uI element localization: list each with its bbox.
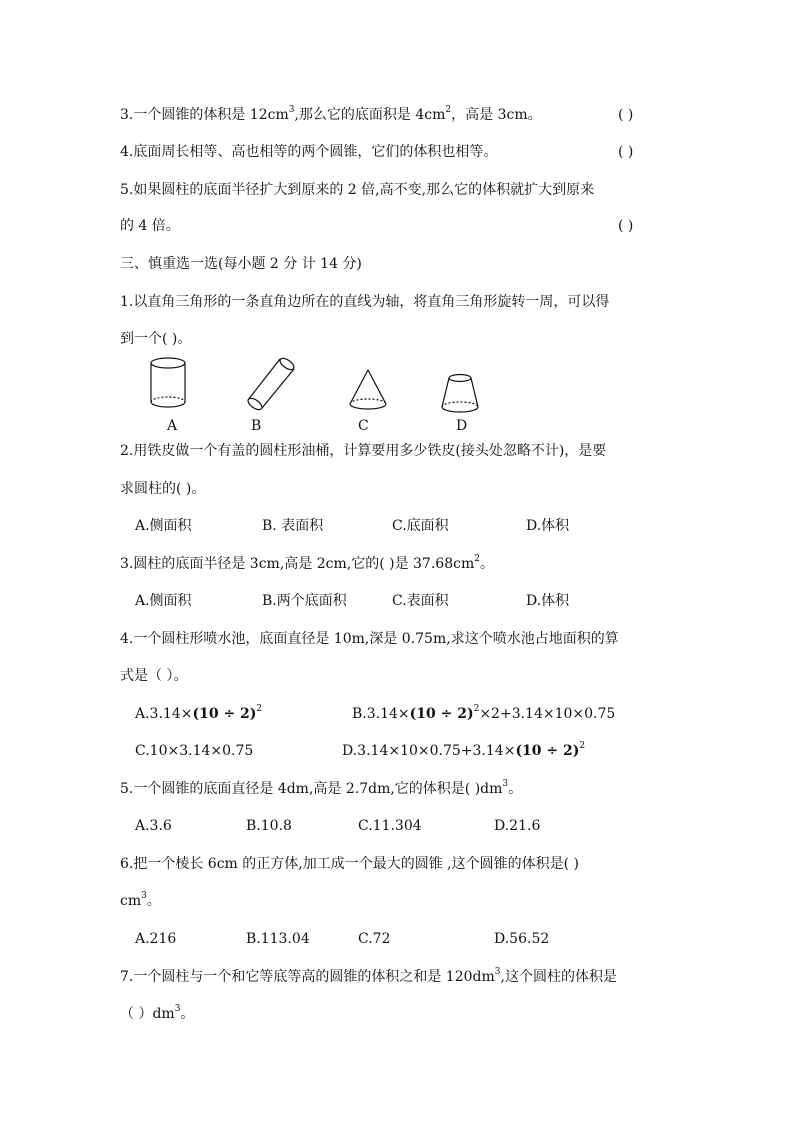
- answer-blank[interactable]: ( ): [618, 107, 634, 123]
- option-b[interactable]: B.113.04: [246, 931, 310, 947]
- option-b[interactable]: B.10.8: [246, 818, 292, 834]
- mc-question-7-line1: 7.一个圆柱与一个和它等底等高的圆锥的体积之和是 $120dm^3$,这个圆柱的体积是: [120, 967, 617, 985]
- mc-question-5: 5.一个圆锥的底面直径是 4dm,高是 2.7dm,它的体积是( )$dm^3$。: [120, 779, 523, 797]
- mc-question-2-line2: 求圆柱的( )。: [120, 481, 206, 497]
- option-d[interactable]: D.体积: [526, 518, 570, 534]
- mc-question-6-line1: 6.把一个棱长 6cm 的正方体,加工成一个最大的圆锥 ,这个圆锥的体积是( ): [120, 856, 580, 872]
- tf-question-4: 4.底面周长相等、高也相等的两个圆锥，它们的体积也相等。: [120, 144, 498, 160]
- option-b[interactable]: B. 表面积: [262, 518, 324, 534]
- tf-question-5-line1: 5.如果圆柱的底面半径扩大到原来的 2 倍,高不变,那么它的体积就扩大到原来: [120, 182, 595, 198]
- option-d[interactable]: D.21.6: [494, 818, 541, 834]
- option-a[interactable]: A.216: [135, 931, 177, 947]
- mc-question-4-line2: 式是（ ）。: [120, 668, 188, 684]
- option-b[interactable]: $B.3.14\times(10 \div 2)^2\times 2+3.14\times 10\times 0.75$: [352, 704, 616, 722]
- answer-blank[interactable]: ( ): [618, 218, 634, 234]
- option-c[interactable]: C.11.304: [358, 818, 422, 834]
- option-a[interactable]: A.3.6: [135, 818, 172, 834]
- answer-blank[interactable]: ( ): [618, 144, 634, 160]
- mc-question-7-line2: （ ）$dm^3$。: [120, 1004, 195, 1022]
- option-d[interactable]: D.体积: [526, 593, 570, 609]
- figure-label-b: B: [251, 418, 262, 434]
- section-title: 三、慎重选一选(每小题 2 分 计 14 分): [120, 256, 362, 272]
- option-b[interactable]: B.两个底面积: [262, 593, 347, 609]
- tilted-cylinder-icon: [246, 356, 296, 412]
- tf-question-3: 3.一个圆锥的体积是 $12cm^3$,那么它的底面积是 $4cm^2$，高是 3cm。: [120, 105, 542, 123]
- option-a[interactable]: $A.3.14\times(10 \div 2)^2$: [135, 704, 263, 722]
- option-c[interactable]: C.底面积: [392, 518, 449, 534]
- cylinder-icon: [151, 358, 185, 407]
- option-a[interactable]: A.侧面积: [135, 518, 192, 534]
- option-c[interactable]: C.表面积: [392, 593, 449, 609]
- option-c[interactable]: C.72: [358, 931, 391, 947]
- mc-question-1-line1: 1.以直角三角形的一条直角边所在的直线为轴，将直角三角形旋转一周，可以得: [120, 294, 610, 310]
- solid-figures: [140, 352, 500, 422]
- figure-label-a: A: [167, 418, 178, 434]
- mc-question-6-line2: $cm^3$。: [120, 891, 161, 909]
- figure-label-c: C: [358, 418, 369, 434]
- frustum-icon: [442, 375, 478, 413]
- mc-question-1-line2: 到一个( )。: [120, 331, 192, 347]
- option-c[interactable]: C.10×3.14×0.75: [135, 743, 254, 759]
- option-d[interactable]: D.56.52: [494, 931, 550, 947]
- tf-question-5-line2: 的 4 倍。: [120, 218, 180, 234]
- option-d[interactable]: $D.3.14\times 10\times 0.75+3.14\times(10 \div 2)^2$: [342, 741, 586, 759]
- mc-question-3: 3.圆柱的底面半径是 3cm,高是 2cm,它的( )是 $37.68cm^2$。: [120, 554, 494, 572]
- cone-icon: [350, 370, 386, 409]
- mc-question-4-line1: 4.一个圆柱形喷水池，底面直径是 10m,深是 0.75m,求这个喷水池占地面积的算: [120, 631, 619, 647]
- figure-label-d: D: [456, 418, 468, 434]
- mc-question-2-line1: 2.用铁皮做一个有盖的圆柱形油桶，计算要用多少铁皮(接头处忽略不计)，是要: [120, 443, 607, 459]
- option-a[interactable]: A.侧面积: [135, 593, 192, 609]
